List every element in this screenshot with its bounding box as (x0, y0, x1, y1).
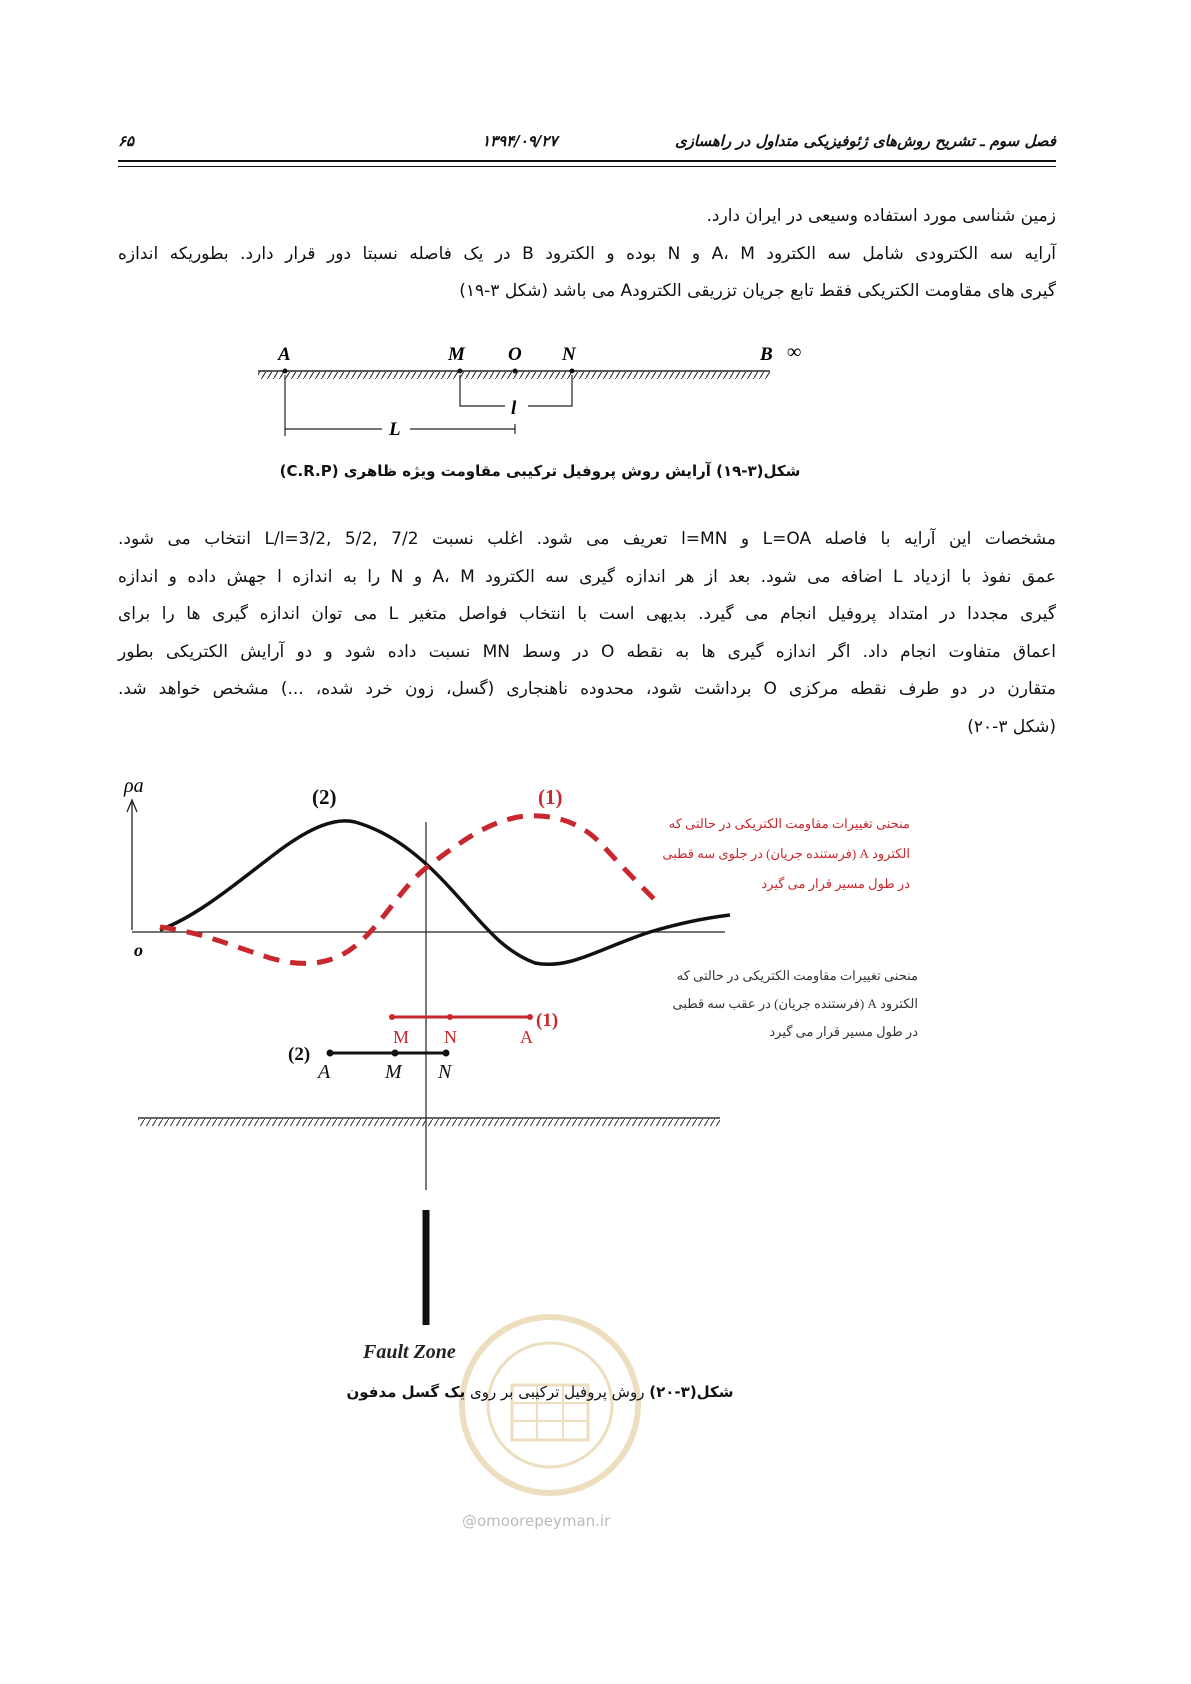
label-a: A (278, 344, 291, 365)
note-red-line: منحنی تغییرات مقاومت الکتریکی در حالتی که (668, 816, 910, 831)
note-black-line: منحنی تغییرات مقاومت الکتریکی در حالتی که (676, 968, 918, 983)
intro-paragraph (118, 198, 1056, 311)
figure-crp-array (250, 338, 810, 448)
label-m: M (448, 344, 465, 365)
note-black-line: در طول مسیر قرار می گیرد (769, 1024, 918, 1039)
figure1-caption: شکل(۳-۱۹) آرایش روش پروفیل ترکیبی مقاومت ویژه ظاهری (C.R.P) (279, 462, 801, 480)
curve-1-label: (1) (538, 785, 563, 809)
header-rule (118, 160, 1056, 162)
label-big-l: L (389, 419, 401, 440)
body-line: مشخصات این آرایه با فاصله L=OA و l=MN تعریف می شود. اغلب نسبت L/l=3/2, 5/2, 7/2 انتخاب می شود. (118, 529, 1057, 549)
intro-line: گیری های مقاومت الکتریکی فقط تابع جریان تزریقی الکترودA می باشد (شکل ۳-۱۹) (459, 281, 1056, 301)
figure2-caption-bold: یک گسل مدفون (346, 1383, 466, 1401)
header-rule-thin (118, 166, 1056, 167)
note-red-line: الکترود A (فرستنده جریان) در جلوی سه قطبی (662, 846, 910, 861)
point-o-dot (513, 369, 518, 374)
array-1-a: A (520, 1027, 533, 1047)
electrode-a-dot (283, 369, 288, 374)
body-line: گیری مجددا در امتداد پروفیل انجام می گیرد. بدیهی است با انتخاب فواصل متغیر L می توان اندازه گیری ها را برای (118, 604, 1056, 624)
body-line: عمق نفوذ با ازدیاد L اضافه می شود. بعد از هر اندازه گیری سه الکترود A، M و N را به اندازه l جهش داده و اندازه (118, 566, 1057, 587)
array-2-tag: (2) (288, 1044, 311, 1065)
electrode-m-dot (458, 369, 463, 374)
header-date: ۱۳۹۴/۰۹/۲۷ (482, 132, 558, 150)
watermark-site: @omoorepeyman.ir (462, 1512, 611, 1530)
array-2-a: A (318, 1061, 331, 1083)
array-2-n: N (438, 1061, 452, 1083)
electrode-n-dot (570, 369, 575, 374)
array-2-m: M (385, 1061, 402, 1083)
curve-1 (160, 816, 660, 964)
label-b: B (760, 344, 773, 365)
page-number: ۶۵ (118, 132, 135, 150)
origin-label: o (134, 940, 143, 960)
figure2-caption-number: شکل(۳-۲۰) (649, 1383, 734, 1401)
note-red-line: در طول مسیر قرار می گیرد (761, 876, 910, 891)
body-line: (شکل ۳-۲۰) (967, 716, 1056, 737)
body-paragraph (118, 521, 1056, 746)
label-small-l: l (511, 398, 517, 419)
curve-2-label: (2) (312, 785, 337, 809)
array-1-m: M (393, 1027, 410, 1047)
body-line: اعماق متفاوت انجام داد. اگر اندازه گیری ها به نقطه O در وسط MN نسبت داده شود و دو آرایش الکتریکی بطور (118, 641, 1056, 662)
array-1-tag: (1) (536, 1010, 559, 1031)
intro-line: آرایه سه الکترودی شامل سه الکترود A، M و N بوده و الکترود B در یک فاصله نسبتا دور قرار دارد. بطوریکه اندازه (118, 243, 1057, 264)
note-black-line: الکترود A (فرستنده جریان) در عقب سه قطبی (672, 996, 918, 1011)
watermark-seal-icon (450, 1300, 650, 1510)
figure2-caption-text: روش پروفیل ترکیبی بر روی (465, 1383, 650, 1401)
chapter-title: فصل سوم ـ تشریح روش‌های ژئوفیزیکی متداول در راهسازی (674, 132, 1056, 150)
fault-zone-label: Fault Zone (363, 1341, 456, 1363)
y-axis-label: ρa (124, 775, 144, 797)
body-line: متقارن در دو طرف نقطه مرکزی O برداشت شود، محدوده ناهنجاری (گسل، زون خرد شده، ...) مشخص خواهد شد. (118, 679, 1056, 699)
figure-fault-profile (120, 770, 1040, 1370)
label-n: N (562, 344, 576, 365)
intro-line: زمین شناسی مورد استفاده وسیعی در ایران دارد. (706, 206, 1056, 226)
infinity-symbol: ∞ (787, 341, 802, 363)
label-o: O (508, 344, 522, 365)
figure2-caption (260, 1383, 820, 1401)
array-1-n: N (444, 1027, 457, 1047)
